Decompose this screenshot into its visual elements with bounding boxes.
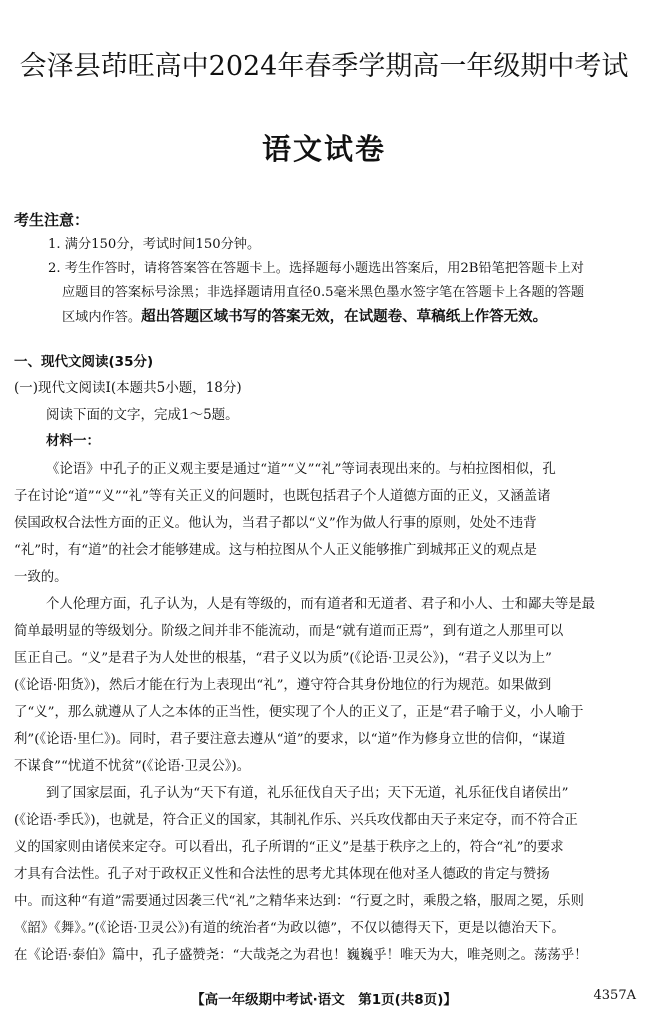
body-line: 一致的。: [14, 570, 68, 585]
notice-item-2: [48, 257, 634, 330]
body-line: 匡正自己。“义”是君子为人处世的根基，“君子义以为质”(《论语·卫灵公》)，“君子义以为上”: [14, 651, 552, 666]
exam-code: 4357A: [593, 988, 636, 1003]
notice-item-2-line1: 2. 考生作答时，请将答案答在答题卡上。选择题每小题选出答案后，用2B铅笔把答题卡上对: [48, 261, 584, 276]
body-line: 《韶》《舞》。”(《论语·卫灵公》)有道的统治者“为政以德”，不仅以德得天下，更是以德治天下。: [14, 921, 565, 936]
exam-subject-title: 语文试卷: [261, 132, 386, 166]
notice-item-2-line3: [48, 305, 634, 330]
page-footer: 【高一年级期中考试·语文 第1页(共8页)】: [191, 992, 457, 1008]
notice-item-2-line3-normal: 区域内作答。: [62, 310, 142, 325]
body-line: 侯国政权合法性方面的正义。他认为，当君子都以“义”作为做人行事的原则，处处不违背: [14, 516, 537, 531]
body-line: 个人伦理方面，孔子认为，人是有等级的，而有道者和无道者、君子和小人、士和鄙夫等是最: [46, 597, 596, 612]
notice-item-2-line2: 应题目的答案标号涂黑；非选择题请用直径0.5毫米黑色墨水签字笔在答题卡上各题的答题: [62, 285, 585, 300]
body-line: 利”(《论语·里仁》)。同时，君子要注意去遵从“道”的要求，以“道”作为修身立世的信仰，“谋道: [14, 732, 566, 747]
exam-title: 会泽县茚旺高中2024年春季学期高一年级期中考试: [19, 51, 629, 82]
body-line: (《论语·阳货》)，然后才能在行为上表现出“礼”，遵守符合其身份地位的行为规范。如果做到: [14, 678, 552, 693]
body-line: (《论语·季氏》)，也就是，符合正义的国家，其制礼作乐、兴兵攻伐都由天子来定夺，而不符合正: [14, 813, 578, 828]
body-line: 《论语》中孔子的正义观主要是通过“道”“义”“礼”等词表现出来的。与柏拉图相似，孔: [46, 462, 556, 477]
body-line: 了“义”，那么就遵从了人之本体的正当性，便实现了个人的正义了，正是“君子喻于义，小人喻于: [14, 705, 584, 720]
notice-warning-bold: 超出答题区域书写的答案无效，在试题卷、草稿纸上作答无效。: [141, 309, 548, 325]
section-part1-subheading: (一)现代文阅读Ⅰ(本题共5小题，18分): [14, 380, 242, 396]
body-line: 不谋食”“忧道不忧贫”(《论语·卫灵公》)。: [14, 759, 251, 774]
body-line: 到了国家层面，孔子认为“天下有道，礼乐征伐自天子出；天下无道，礼乐征伐自诸侯出”: [46, 786, 569, 801]
reading-instruction: 阅读下面的文字，完成1～5题。: [46, 407, 239, 423]
body-line: 在《论语·泰伯》篇中，孔子盛赞尧：“大哉尧之为君也！巍巍乎！唯天为大，唯尧则之。荡荡乎！: [14, 948, 588, 963]
body-line: 中。而这种“有道”需要通过因袭三代“礼”之精华来达到：“行夏之时，乘殷之辂，服周之冕，乐则: [14, 894, 584, 909]
body-line: 子在讨论“道”“义”“礼”等有关正义的问题时，也既包括君子个人道德方面的正义，又涵盖诸: [14, 489, 551, 504]
section-part1-heading: 一、现代文阅读(35分): [14, 354, 154, 370]
notice-item-1: 1. 满分150分，考试时间150分钟。: [48, 237, 261, 252]
material-label: 材料一：: [46, 433, 100, 449]
body-line: 义的国家则由诸侯来定夺。可以看出，孔子所谓的“正义”是基于秩序之上的，符合“礼”的要求: [14, 840, 564, 855]
body-line: “礼”时，有“道”的社会才能够建成。这与柏拉图从个人正义能够推广到城邦正义的观点是: [14, 543, 537, 558]
notice-heading: 考生注意：: [14, 211, 90, 229]
body-line: 简单最明显的等级划分。阶级之间并非不能流动，而是“就有道而正焉”，到有道之人那里可以: [14, 624, 564, 639]
body-line: 才具有合法性。孔子对于政权正义性和合法性的思考尤其体现在他对圣人德政的肯定与赞扬: [14, 867, 550, 882]
